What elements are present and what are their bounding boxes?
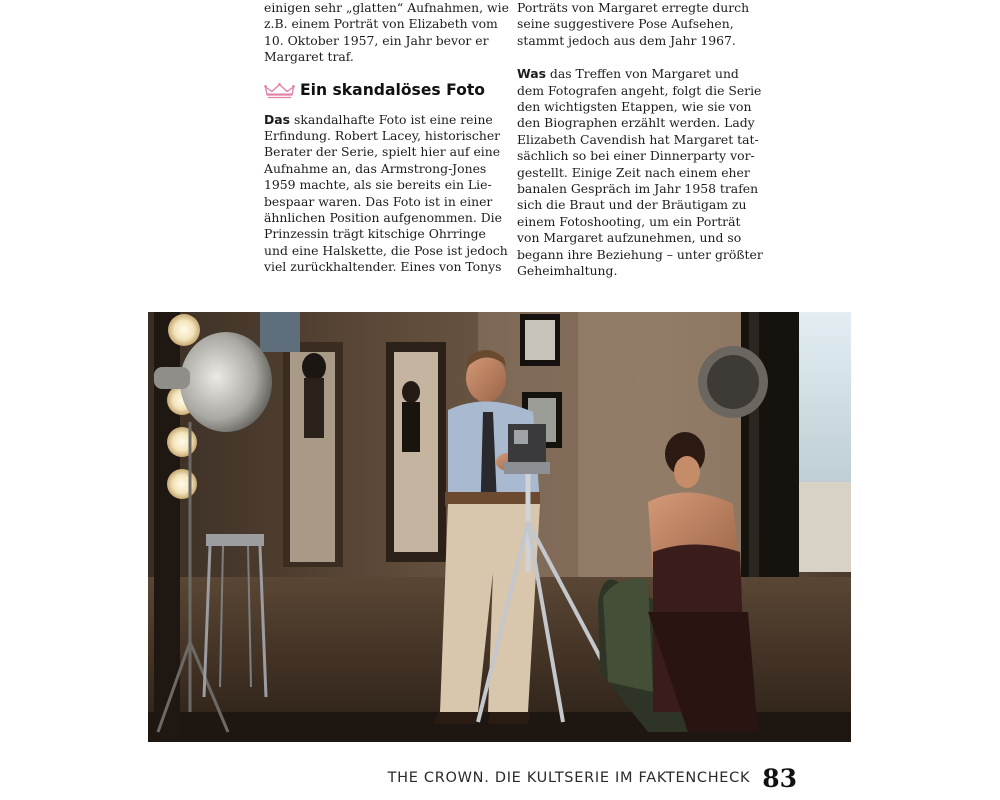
left-intro-line: 10. Oktober 1957, ein Jahr bevor er bbox=[264, 32, 489, 48]
left-intro-line: einigen sehr „glatten“ Aufnahmen, wie bbox=[264, 0, 509, 15]
paragraph-line: banalen Gespräch im Jahr 1958 trafen bbox=[517, 181, 759, 197]
paragraph-line: begann ihre Beziehung – unter größter bbox=[517, 246, 763, 262]
paragraph-line: den Biographen erzählt werden. Lady bbox=[517, 115, 755, 131]
section-lead-word: Das bbox=[264, 111, 291, 127]
paragraph-lead-word: Was bbox=[517, 66, 546, 82]
paragraph-line: Elizabeth Cavendish hat Margaret tat- bbox=[517, 131, 759, 147]
right-intro-line: stammt jedoch aus dem Jahr 1967. bbox=[517, 32, 736, 48]
footer-title: THE CROWN. DIE KULTSERIE IM FAKTENCHECK bbox=[387, 770, 751, 786]
section-line: skandalhafte Foto ist eine reine bbox=[290, 111, 493, 127]
section-line: 1959 machte, als sie bereits ein Lie- bbox=[264, 177, 492, 193]
paragraph-line: einem Fotoshooting, um ein Porträt bbox=[517, 213, 741, 229]
section-heading: Ein skandalöses Foto bbox=[300, 81, 486, 100]
section-line: Aufnahme an, das Armstrong-Jones bbox=[264, 160, 487, 176]
left-intro-line: Margaret traf. bbox=[264, 49, 354, 65]
left-column bbox=[264, 0, 508, 276]
right-intro-line: seine suggestivere Pose Aufsehen, bbox=[517, 16, 734, 32]
paragraph-line: gestellt. Einige Zeit nach einem eher bbox=[517, 164, 750, 180]
paragraph-line: von Margaret aufzunehmen, und so bbox=[517, 230, 742, 246]
crown-icon bbox=[264, 83, 295, 99]
section-heading-row bbox=[264, 78, 508, 104]
section-line: Berater der Serie, spielt hier auf eine bbox=[264, 144, 501, 160]
section-line: bespaar waren. Das Foto ist in einer bbox=[264, 193, 493, 209]
page-footer bbox=[388, 761, 797, 795]
right-paragraph-first-line bbox=[517, 66, 761, 82]
paragraph-line: dem Fotografen angeht, folgt die Serie bbox=[517, 82, 762, 98]
section-line: und eine Halskette, die Pose ist jedoch bbox=[264, 242, 508, 258]
page-number: 83 bbox=[762, 763, 797, 793]
paragraph-line: sächlich so bei einer Dinnerparty vor- bbox=[517, 148, 755, 164]
right-column bbox=[517, 0, 761, 280]
section-line: Prinzessin trägt kitschige Ohrringe bbox=[264, 226, 486, 242]
paragraph-line: das Treffen von Margaret und bbox=[545, 66, 739, 82]
left-intro-line: z.B. einem Porträt von Elizabeth vom bbox=[264, 16, 498, 32]
section-line: viel zurückhaltender. Eines von Tonys bbox=[264, 259, 502, 275]
paragraph-line: den wichtigsten Etappen, wie sie von bbox=[517, 99, 752, 115]
section-line: ähnlichen Position aufgenommen. Die bbox=[264, 210, 502, 226]
paragraph-line: Geheimhaltung. bbox=[517, 263, 618, 279]
section-line: Erfindung. Robert Lacey, historischer bbox=[264, 128, 501, 144]
right-intro-line: Porträts von Margaret erregte durch bbox=[517, 0, 750, 15]
paragraph-line: sich die Braut und der Bräutigam zu bbox=[517, 197, 747, 213]
section-first-line bbox=[264, 112, 508, 128]
studio-photo bbox=[148, 312, 851, 742]
